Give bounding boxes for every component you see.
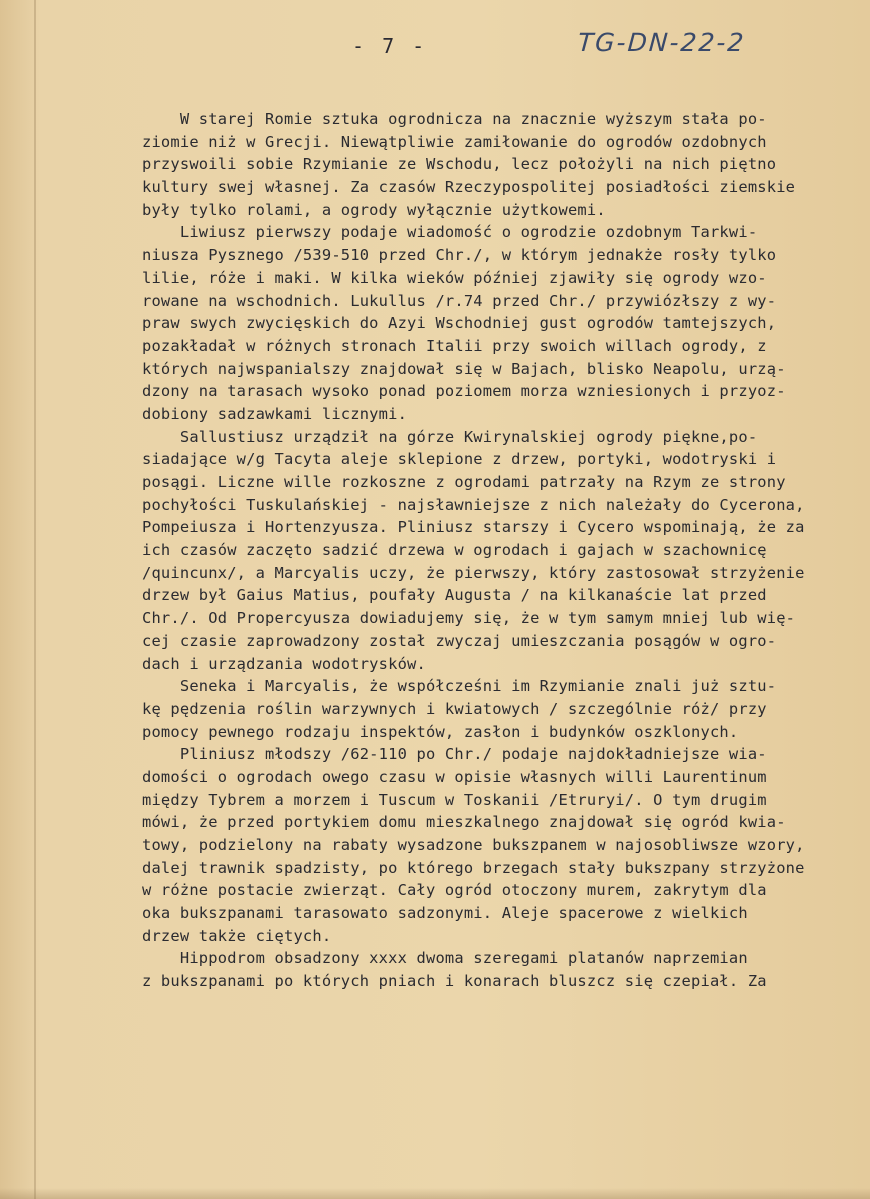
- text-line: pomocy pewnego rodzaju inspektów, zasłon i budynków oszklonych.: [142, 722, 739, 741]
- text-line: ich czasów zaczęto sadzić drzewa w ogrodach i gajach w szachownicę: [142, 541, 767, 560]
- text-line: cej czasie zaprowadzony został zwyczaj umieszczania posągów w ogro-: [142, 631, 777, 650]
- text-line: były tylko rolami, a ogrody wyłącznie użytkowemi.: [142, 200, 606, 219]
- page-bottom-edge: [0, 1188, 870, 1199]
- typed-body-text: [142, 108, 870, 993]
- text-line: niusza Pysznego /539-510 przed Chr./, w którym jednakże rosły tylko: [142, 246, 777, 265]
- text-line: siadające w/g Tacyta aleje sklepione z drzew, portyki, wodotryski i: [142, 450, 777, 469]
- text-line: z bukszpanami po których pniach i konarach bluszcz się czepiał. Za: [142, 972, 767, 991]
- text-line: lilie, róże i maki. W kilka wieków później zjawiły się ogrody wzo-: [142, 268, 767, 287]
- text-line: dalej trawnik spadzisty, po którego brzegach stały bukszpany strzyżone: [142, 858, 805, 877]
- text-line: praw swych zwycięskich do Azyi Wschodniej gust ogrodów tamtejszych,: [142, 314, 777, 333]
- text-line: mówi, że przed portykiem domu mieszkalnego znajdował się ogród kwia-: [142, 813, 786, 832]
- text-line: pozakładał w różnych stronach Italii przy swoich willach ogrody, z: [142, 336, 767, 355]
- text-line: rowane na wschodnich. Lukullus /r.74 przed Chr./ przywiózłszy z wy-: [142, 291, 777, 310]
- text-line: posągi. Liczne wille rozkoszne z ogrodami patrzały na Rzym ze strony: [142, 473, 786, 491]
- text-line: Sallustiusz urządził na górze Kwirynalskiej ogrody piękne,po-: [142, 427, 758, 446]
- text-line: domości o ogrodach owego czasu w opisie własnych willi Laurentinum: [142, 767, 767, 786]
- text-line: dach i urządzania wodotrysków.: [142, 654, 426, 673]
- text-line: dobiony sadzawkami licznymi.: [142, 404, 408, 423]
- page-header: [0, 20, 870, 70]
- text-line: Hippodrom obsadzony xxxx dwoma szeregami platanów naprzemian: [142, 949, 748, 968]
- text-line: drzew także ciętych.: [142, 926, 332, 945]
- text-line: Liwiusz pierwszy podaje wiadomość o ogrodzie ozdobnym Tarkwi-: [142, 223, 758, 242]
- margin-fold-line: [34, 0, 36, 1199]
- text-line: Chr./. Od Propercyusza dowiadujemy się, że w tym samym mniej lub wię-: [142, 609, 796, 628]
- text-line: których najwspanialszy znajdował się w Bajach, blisko Neapolu, urzą-: [142, 359, 786, 378]
- text-line: Pliniusz młodszy /62-110 po Chr./ podaje najdokładniejsze wia-: [142, 745, 767, 764]
- text-line: Pompeiusza i Hortenzyusza. Pliniusz starszy i Cycero wspominają, że za: [142, 518, 805, 537]
- text-line: między Tybrem a morzem i Tuscum w Toskanii /Etruryi/. O tym drugim: [142, 790, 767, 809]
- text-line: kę pędzenia roślin warzywnych i kwiatowych / szczególnie róż/ przy: [142, 699, 767, 718]
- text-line: towy, podzielony na rabaty wysadzone bukszpanem w najosobliwsze wzory,: [142, 836, 805, 854]
- text-line: kultury swej własnej. Za czasów Rzeczypospolitej posiadłości ziemskie: [142, 178, 796, 197]
- text-line: pochyłości Tuskulańskiej - najsławniejsze z nich należały do Cycerona,: [142, 495, 805, 514]
- text-line: drzew był Gaius Matius, poufały Augusta / na kilkanaście lat przed: [142, 586, 767, 605]
- page-number: - 7 -: [352, 34, 428, 58]
- text-line: ziomie niż w Grecji. Niewątpliwie zamiłowanie do ogrodów ozdobnych: [142, 132, 767, 151]
- text-line: w różne postacie zwierząt. Cały ogród otoczony murem, zakrytym dla: [142, 881, 767, 900]
- text-line: oka bukszpanami tarasowato sadzonymi. Aleje spacerowe z wielkich: [142, 904, 748, 923]
- handwritten-doc-code: TG-DN-22-2: [576, 28, 747, 57]
- text-line: /quincunx/, a Marcyalis uczy, że pierwszy, który zastosował strzyżenie: [142, 563, 805, 582]
- text-line: Seneka i Marcyalis, że współcześni im Rzymianie znali już sztu-: [142, 677, 777, 696]
- text-line: dzony na tarasach wysoko ponad poziomem morza wzniesionych i przyoz-: [142, 382, 786, 401]
- text-line: W starej Romie sztuka ogrodnicza na znacznie wyższym stała po-: [142, 110, 767, 128]
- text-line: przyswoili sobie Rzymianie ze Wschodu, lecz położyli na nich piętno: [142, 155, 777, 174]
